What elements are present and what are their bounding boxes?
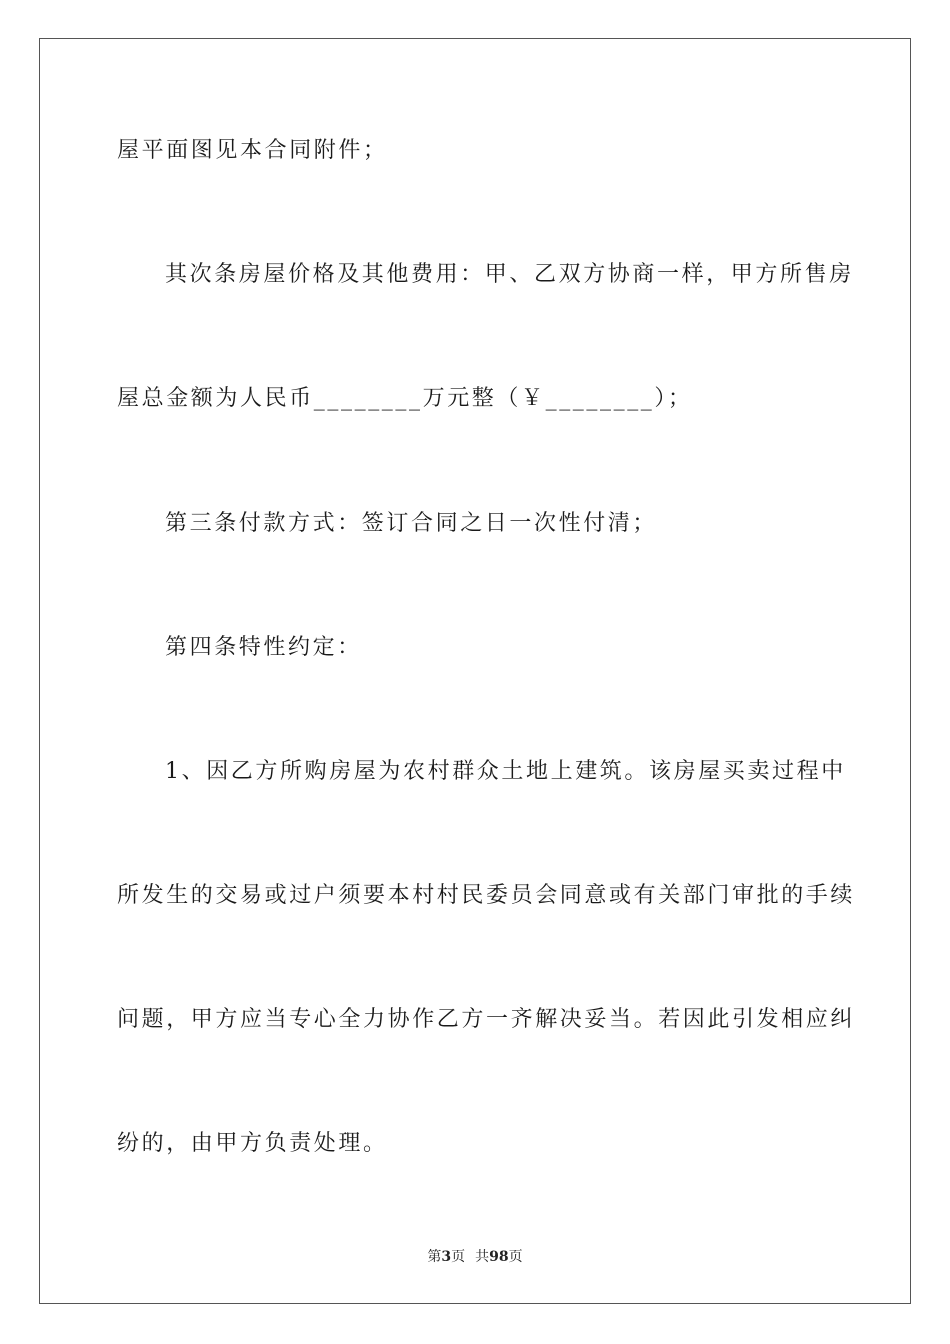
page-number: 3 bbox=[441, 1249, 452, 1265]
text-line-7: 所发生的交易或过户须要本村村民委员会同意或有关部门审批的手续 bbox=[117, 883, 856, 908]
total-prefix: 共 bbox=[475, 1249, 490, 1265]
total-pages: 98 bbox=[489, 1249, 509, 1265]
text-line-2: 其次条房屋价格及其他费用：甲、乙双方协商一样，甲方所售房 bbox=[165, 262, 854, 287]
page-border bbox=[39, 38, 911, 1304]
total-suffix: 页 bbox=[508, 1249, 523, 1265]
text-line-9: 纷的，由甲方负责处理。 bbox=[117, 1131, 388, 1156]
text-line-5: 第四条特性约定： bbox=[165, 635, 362, 660]
text-line-1: 屋平面图见本合同附件； bbox=[117, 138, 388, 163]
page-footer bbox=[0, 1248, 950, 1266]
text-line-6: 1、因乙方所购房屋为农村群众土地上建筑。该房屋买卖过程中 bbox=[165, 759, 846, 784]
page-prefix: 第 bbox=[427, 1249, 442, 1265]
text-line-8: 问题，甲方应当专心全力协作乙方一齐解决妥当。若因此引发相应纠 bbox=[117, 1007, 856, 1032]
page-suffix: 页 bbox=[451, 1249, 466, 1265]
text-line-3: 屋总金额为人民币________万元整（￥________）； bbox=[117, 386, 693, 411]
text-line-4: 第三条付款方式：签订合同之日一次性付清； bbox=[165, 511, 658, 536]
